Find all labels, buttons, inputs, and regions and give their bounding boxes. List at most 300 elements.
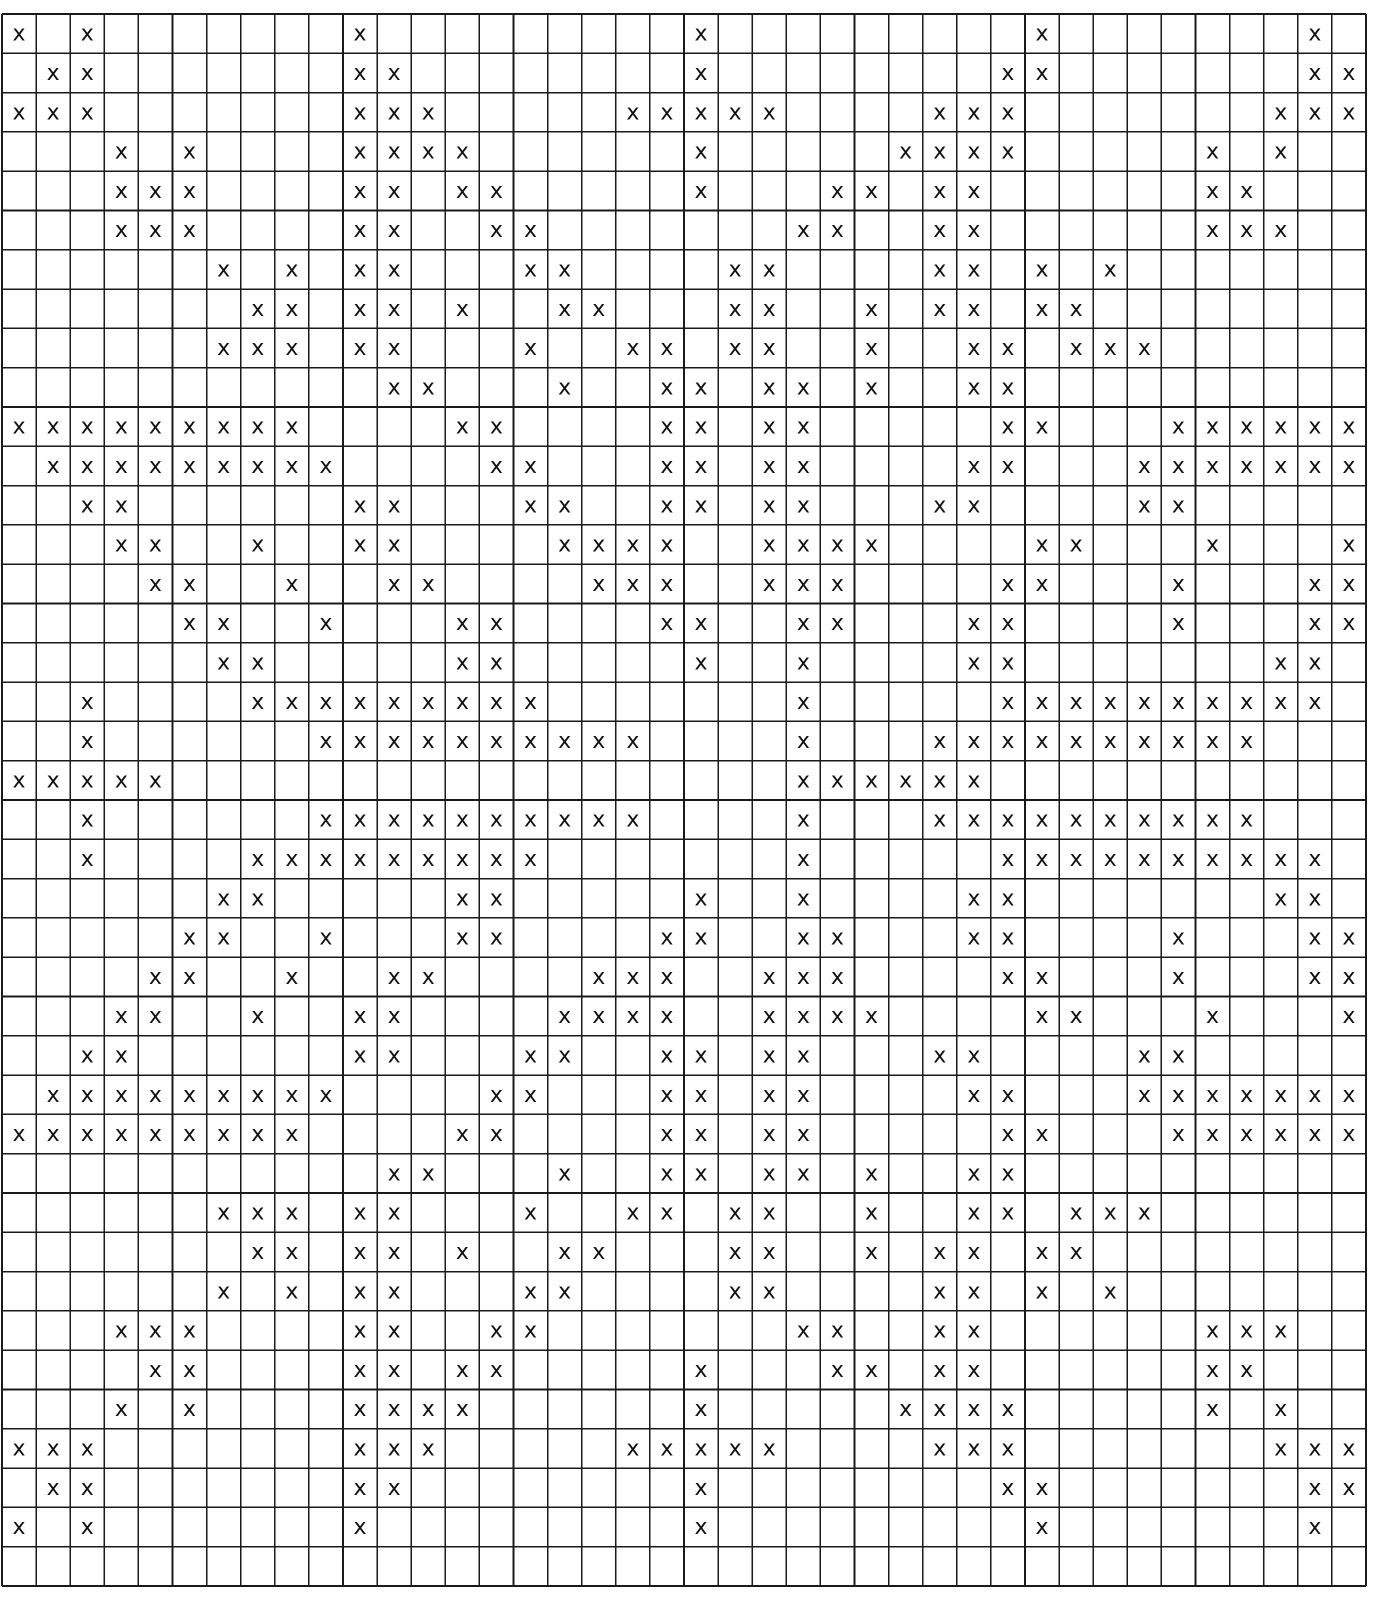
stitch-mark: x xyxy=(217,336,231,362)
stitch-mark: x xyxy=(148,453,162,479)
stitch-mark: x xyxy=(592,532,606,558)
stitch-mark: x xyxy=(1308,100,1322,126)
stitch-mark: x xyxy=(1342,611,1356,637)
stitch-mark: x xyxy=(728,296,742,322)
stitch-mark: x xyxy=(1035,846,1049,872)
stitch-mark: x xyxy=(796,1082,810,1108)
stitch-mark: x xyxy=(967,218,981,244)
stitch-mark: x xyxy=(489,453,503,479)
stitch-mark: x xyxy=(285,453,299,479)
stitch-mark: x xyxy=(865,178,879,204)
stitch-mark: x xyxy=(967,178,981,204)
stitch-mark: x xyxy=(12,414,26,440)
stitch-mark: x xyxy=(660,493,674,519)
stitch-mark: x xyxy=(80,1515,94,1541)
stitch-mark: x xyxy=(524,846,538,872)
stitch-mark: x xyxy=(933,493,947,519)
stitch-mark: x xyxy=(1137,1043,1151,1069)
stitch-mark: x xyxy=(1137,1200,1151,1226)
stitch-mark: x xyxy=(285,296,299,322)
stitch-mark: x xyxy=(1001,375,1015,401)
stitch-mark: x xyxy=(1342,1122,1356,1148)
stitch-mark: x xyxy=(728,336,742,362)
stitch-mark: x xyxy=(148,1357,162,1383)
stitch-mark: x xyxy=(1001,689,1015,715)
stitch-mark: x xyxy=(558,1279,572,1305)
stitch-mark: x xyxy=(626,571,640,597)
stitch-mark: x xyxy=(353,21,367,47)
stitch-mark: x xyxy=(933,218,947,244)
stitch-mark: x xyxy=(1308,1082,1322,1108)
stitch-mark: x xyxy=(1240,1318,1254,1344)
stitch-mark: x xyxy=(660,1043,674,1069)
stitch-mark: x xyxy=(1035,1475,1049,1501)
stitch-mark: x xyxy=(1001,453,1015,479)
stitch-mark: x xyxy=(558,1004,572,1030)
stitch-mark: x xyxy=(387,846,401,872)
stitch-mark: x xyxy=(114,1318,128,1344)
stitch-mark: x xyxy=(489,1082,503,1108)
stitch-mark: x xyxy=(148,532,162,558)
stitch-mark: x xyxy=(1171,729,1185,755)
stitch-mark: x xyxy=(1274,139,1288,165)
stitch-mark: x xyxy=(353,296,367,322)
stitch-mark: x xyxy=(80,100,94,126)
stitch-mark: x xyxy=(421,964,435,990)
stitch-mark: x xyxy=(694,1161,708,1187)
stitch-mark: x xyxy=(1171,571,1185,597)
stitch-mark: x xyxy=(114,453,128,479)
stitch-mark: x xyxy=(1001,336,1015,362)
stitch-mark: x xyxy=(353,1200,367,1226)
stitch-mark: x xyxy=(455,414,469,440)
stitch-mark: x xyxy=(1342,60,1356,86)
stitch-mark: x xyxy=(694,1475,708,1501)
stitch-mark: x xyxy=(80,689,94,715)
stitch-mark: x xyxy=(455,807,469,833)
stitch-mark: x xyxy=(285,689,299,715)
stitch-mark: x xyxy=(353,218,367,244)
stitch-mark: x xyxy=(353,532,367,558)
stitch-mark: x xyxy=(524,689,538,715)
stitch-mark: x xyxy=(796,886,810,912)
stitch-mark: x xyxy=(1171,1122,1185,1148)
stitch-mark: x xyxy=(660,925,674,951)
stitch-mark: x xyxy=(933,100,947,126)
stitch-mark: x xyxy=(899,139,913,165)
stitch-mark: x xyxy=(967,1357,981,1383)
stitch-mark: x xyxy=(592,964,606,990)
stitch-mark: x xyxy=(217,1279,231,1305)
stitch-mark: x xyxy=(251,846,265,872)
stitch-mark: x xyxy=(660,1082,674,1108)
stitch-mark: x xyxy=(319,925,333,951)
stitch-mark: x xyxy=(1206,807,1220,833)
stitch-mark: x xyxy=(251,453,265,479)
stitch-mark: x xyxy=(12,1515,26,1541)
stitch-mark: x xyxy=(865,375,879,401)
stitch-mark: x xyxy=(183,1357,197,1383)
stitch-mark: x xyxy=(1308,453,1322,479)
stitch-mark: x xyxy=(1035,414,1049,440)
stitch-mark: x xyxy=(1274,1397,1288,1423)
stitch-mark: x xyxy=(660,1200,674,1226)
stitch-mark: x xyxy=(1308,414,1322,440)
stitch-mark: x xyxy=(1171,493,1185,519)
stitch-mark: x xyxy=(1035,729,1049,755)
stitch-mark: x xyxy=(796,1122,810,1148)
stitch-mark: x xyxy=(455,611,469,637)
stitch-mark: x xyxy=(1274,414,1288,440)
stitch-mark: x xyxy=(694,21,708,47)
stitch-mark: x xyxy=(353,846,367,872)
stitch-mark: x xyxy=(251,336,265,362)
stitch-mark: x xyxy=(933,139,947,165)
stitch-mark: x xyxy=(421,846,435,872)
stitch-mark: x xyxy=(1171,689,1185,715)
stitch-mark: x xyxy=(353,139,367,165)
stitch-mark: x xyxy=(217,650,231,676)
stitch-mark: x xyxy=(933,1279,947,1305)
stitch-mark: x xyxy=(967,1318,981,1344)
stitch-mark: x xyxy=(830,532,844,558)
stitch-mark: x xyxy=(967,650,981,676)
stitch-mark: x xyxy=(455,846,469,872)
stitch-mark: x xyxy=(1001,1161,1015,1187)
stitch-mark: x xyxy=(967,611,981,637)
stitch-mark: x xyxy=(694,1122,708,1148)
stitch-mark: x xyxy=(694,611,708,637)
stitch-mark: x xyxy=(524,1043,538,1069)
stitch-mark: x xyxy=(1240,453,1254,479)
stitch-mark: x xyxy=(285,964,299,990)
stitch-mark: x xyxy=(1137,689,1151,715)
stitch-mark: x xyxy=(455,650,469,676)
stitch-mark: x xyxy=(626,807,640,833)
stitch-mark: x xyxy=(933,807,947,833)
stitch-mark: x xyxy=(1103,257,1117,283)
stitch-mark: x xyxy=(1308,1122,1322,1148)
stitch-mark: x xyxy=(353,257,367,283)
stitch-mark: x xyxy=(1171,807,1185,833)
stitch-mark: x xyxy=(796,964,810,990)
stitch-mark: x xyxy=(489,650,503,676)
stitch-mark: x xyxy=(387,689,401,715)
stitch-mark: x xyxy=(967,257,981,283)
stitch-mark: x xyxy=(148,1122,162,1148)
stitch-mark: x xyxy=(660,532,674,558)
stitch-mark: x xyxy=(796,768,810,794)
stitch-mark: x xyxy=(660,1436,674,1462)
stitch-mark: x xyxy=(626,336,640,362)
stitch-mark: x xyxy=(1342,414,1356,440)
stitch-mark: x xyxy=(1035,1279,1049,1305)
stitch-mark: x xyxy=(830,218,844,244)
stitch-mark: x xyxy=(865,1161,879,1187)
stitch-mark: x xyxy=(830,178,844,204)
stitch-mark: x xyxy=(1069,1239,1083,1265)
stitch-mark: x xyxy=(728,1239,742,1265)
stitch-mark: x xyxy=(762,1436,776,1462)
stitch-mark: x xyxy=(1171,1082,1185,1108)
stitch-mark: x xyxy=(694,886,708,912)
stitch-mark: x xyxy=(694,100,708,126)
stitch-mark: x xyxy=(933,296,947,322)
stitch-mark: x xyxy=(762,1122,776,1148)
stitch-mark: x xyxy=(694,1515,708,1541)
stitch-mark: x xyxy=(148,414,162,440)
stitch-mark: x xyxy=(967,100,981,126)
stitch-mark: x xyxy=(796,807,810,833)
stitch-mark: x xyxy=(762,1161,776,1187)
stitch-mark: x xyxy=(114,414,128,440)
stitch-mark: x xyxy=(933,768,947,794)
stitch-mark: x xyxy=(455,296,469,322)
stitch-mark: x xyxy=(1240,846,1254,872)
stitch-mark: x xyxy=(1342,532,1356,558)
stitch-mark: x xyxy=(148,1004,162,1030)
stitch-mark: x xyxy=(114,1004,128,1030)
stitch-mark: x xyxy=(1001,1436,1015,1462)
stitch-mark: x xyxy=(421,100,435,126)
stitch-mark: x xyxy=(1001,964,1015,990)
stitch-mark: x xyxy=(489,611,503,637)
stitch-mark: x xyxy=(1342,964,1356,990)
stitch-mark: x xyxy=(796,689,810,715)
stitch-mark: x xyxy=(455,1239,469,1265)
stitch-mark: x xyxy=(387,1279,401,1305)
stitch-mark: x xyxy=(455,729,469,755)
stitch-mark: x xyxy=(455,886,469,912)
stitch-mark: x xyxy=(1069,689,1083,715)
stitch-mark: x xyxy=(1240,1122,1254,1148)
stitch-mark: x xyxy=(353,1239,367,1265)
stitch-mark: x xyxy=(1342,453,1356,479)
stitch-mark: x xyxy=(796,650,810,676)
stitch-mark: x xyxy=(148,964,162,990)
stitch-mark: x xyxy=(694,139,708,165)
stitch-mark: x xyxy=(387,1397,401,1423)
stitch-mark: x xyxy=(967,453,981,479)
stitch-mark: x xyxy=(1342,1436,1356,1462)
stitch-mark: x xyxy=(967,493,981,519)
stitch-mark: x xyxy=(319,689,333,715)
stitch-mark: x xyxy=(1001,846,1015,872)
stitch-mark: x xyxy=(830,964,844,990)
stitch-mark: x xyxy=(217,1122,231,1148)
stitch-mark: x xyxy=(1308,1475,1322,1501)
stitch-mark: x xyxy=(387,1161,401,1187)
stitch-mark: x xyxy=(796,1004,810,1030)
stitch-mark: x xyxy=(387,218,401,244)
stitch-mark: x xyxy=(1240,729,1254,755)
stitch-mark: x xyxy=(1206,689,1220,715)
stitch-mark: x xyxy=(489,1122,503,1148)
stitch-mark: x xyxy=(285,1082,299,1108)
stitch-mark: x xyxy=(1206,1122,1220,1148)
stitch-mark: x xyxy=(796,453,810,479)
stitch-mark: x xyxy=(1035,60,1049,86)
stitch-mark: x xyxy=(421,729,435,755)
stitch-mark: x xyxy=(387,1357,401,1383)
stitch-mark: x xyxy=(353,1043,367,1069)
stitch-mark: x xyxy=(80,60,94,86)
stitch-mark: x xyxy=(1035,1004,1049,1030)
stitch-mark: x xyxy=(796,1161,810,1187)
stitch-mark: x xyxy=(524,1082,538,1108)
stitch-mark: x xyxy=(933,1397,947,1423)
stitch-mark: x xyxy=(762,336,776,362)
stitch-mark: x xyxy=(489,689,503,715)
stitch-mark: x xyxy=(694,1043,708,1069)
stitch-mark: x xyxy=(830,571,844,597)
stitch-mark: x xyxy=(1274,1436,1288,1462)
stitch-mark: x xyxy=(285,571,299,597)
stitch-mark: x xyxy=(933,1318,947,1344)
stitch-mark: x xyxy=(1240,218,1254,244)
stitch-mark: x xyxy=(1001,611,1015,637)
stitch-mark: x xyxy=(319,1082,333,1108)
stitch-mark: x xyxy=(796,375,810,401)
stitch-mark: x xyxy=(694,650,708,676)
stitch-mark: x xyxy=(387,532,401,558)
stitch-mark: x xyxy=(762,375,776,401)
stitch-mark: x xyxy=(421,807,435,833)
stitch-mark: x xyxy=(46,1475,60,1501)
stitch-mark: x xyxy=(1001,100,1015,126)
stitch-mark: x xyxy=(80,1436,94,1462)
stitch-mark: x xyxy=(933,729,947,755)
stitch-mark: x xyxy=(524,729,538,755)
stitch-mark: x xyxy=(285,1239,299,1265)
stitch-mark: x xyxy=(728,257,742,283)
stitch-mark: x xyxy=(1035,257,1049,283)
stitch-mark: x xyxy=(489,807,503,833)
stitch-mark: x xyxy=(660,453,674,479)
stitch-mark: x xyxy=(285,1200,299,1226)
stitch-mark: x xyxy=(217,886,231,912)
stitch-mark: x xyxy=(1206,414,1220,440)
stitch-mark: x xyxy=(1240,1357,1254,1383)
stitch-mark: x xyxy=(1001,1082,1015,1108)
stitch-mark: x xyxy=(1274,1082,1288,1108)
stitch-mark: x xyxy=(660,1122,674,1148)
stitch-mark: x xyxy=(660,375,674,401)
stitch-mark: x xyxy=(114,1122,128,1148)
stitch-mark: x xyxy=(80,493,94,519)
stitch-mark: x xyxy=(1001,650,1015,676)
stitch-mark: x xyxy=(1035,296,1049,322)
stitch-mark: x xyxy=(80,768,94,794)
stitch-mark: x xyxy=(1001,1475,1015,1501)
stitch-mark: x xyxy=(183,611,197,637)
stitch-mark: x xyxy=(1035,964,1049,990)
stitch-mark: x xyxy=(1342,1004,1356,1030)
stitch-mark: x xyxy=(1308,964,1322,990)
stitch-mark: x xyxy=(353,493,367,519)
stitch-mark: x xyxy=(421,1436,435,1462)
stitch-mark: x xyxy=(80,729,94,755)
stitch-mark: x xyxy=(524,1279,538,1305)
stitch-mark: x xyxy=(251,886,265,912)
stitch-mark: x xyxy=(421,375,435,401)
stitch-mark: x xyxy=(1171,611,1185,637)
stitch-mark: x xyxy=(251,1200,265,1226)
stitch-mark: x xyxy=(387,729,401,755)
stitch-mark: x xyxy=(183,414,197,440)
stitch-mark: x xyxy=(353,1475,367,1501)
stitch-mark: x xyxy=(1206,139,1220,165)
stitch-mark: x xyxy=(967,139,981,165)
stitch-mark: x xyxy=(660,414,674,440)
stitch-mark: x xyxy=(558,807,572,833)
stitch-mark: x xyxy=(524,807,538,833)
stitch-mark: x xyxy=(1103,1279,1117,1305)
stitch-mark: x xyxy=(933,1239,947,1265)
stitch-mark: x xyxy=(967,1200,981,1226)
stitch-mark: x xyxy=(1308,886,1322,912)
stitch-mark: x xyxy=(353,807,367,833)
stitch-mark: x xyxy=(728,1200,742,1226)
stitch-mark: x xyxy=(933,257,947,283)
stitch-mark: x xyxy=(694,493,708,519)
stitch-mark: x xyxy=(455,1357,469,1383)
stitch-mark: x xyxy=(967,729,981,755)
stitch-mark: x xyxy=(694,925,708,951)
stitch-mark: x xyxy=(1206,729,1220,755)
stitch-mark: x xyxy=(251,532,265,558)
stitch-mark: x xyxy=(455,925,469,951)
stitch-mark: x xyxy=(80,453,94,479)
stitch-mark: x xyxy=(865,768,879,794)
stitch-mark: x xyxy=(626,1200,640,1226)
stitch-mark: x xyxy=(796,532,810,558)
stitch-mark: x xyxy=(114,139,128,165)
stitch-mark: x xyxy=(1137,336,1151,362)
stitch-mark: x xyxy=(796,1043,810,1069)
stitch-mark: x xyxy=(319,611,333,637)
stitch-mark: x xyxy=(626,964,640,990)
stitch-mark: x xyxy=(1171,925,1185,951)
stitch-mark: x xyxy=(251,689,265,715)
stitch-mark: x xyxy=(967,1043,981,1069)
stitch-mark: x xyxy=(1103,807,1117,833)
stitch-mark: x xyxy=(626,1004,640,1030)
stitch-mark: x xyxy=(1274,886,1288,912)
stitch-mark: x xyxy=(1206,218,1220,244)
stitch-mark: x xyxy=(489,729,503,755)
stitch-mark: x xyxy=(46,768,60,794)
stitch-mark: x xyxy=(1274,689,1288,715)
stitch-mark: x xyxy=(114,1082,128,1108)
stitch-mark: x xyxy=(1308,60,1322,86)
stitch-mark: x xyxy=(455,139,469,165)
stitch-mark: x xyxy=(353,1515,367,1541)
stitch-mark: x xyxy=(148,218,162,244)
stitch-mark: x xyxy=(524,218,538,244)
stitch-mark: x xyxy=(46,100,60,126)
stitch-mark: x xyxy=(489,1318,503,1344)
stitch-mark: x xyxy=(455,1122,469,1148)
stitch-mark: x xyxy=(1274,650,1288,676)
stitch-mark: x xyxy=(558,296,572,322)
stitch-mark: x xyxy=(148,178,162,204)
stitch-mark: x xyxy=(558,729,572,755)
stitch-mark: x xyxy=(762,100,776,126)
stitch-mark: x xyxy=(80,1475,94,1501)
stitch-mark: x xyxy=(1171,453,1185,479)
stitch-mark: x xyxy=(967,375,981,401)
